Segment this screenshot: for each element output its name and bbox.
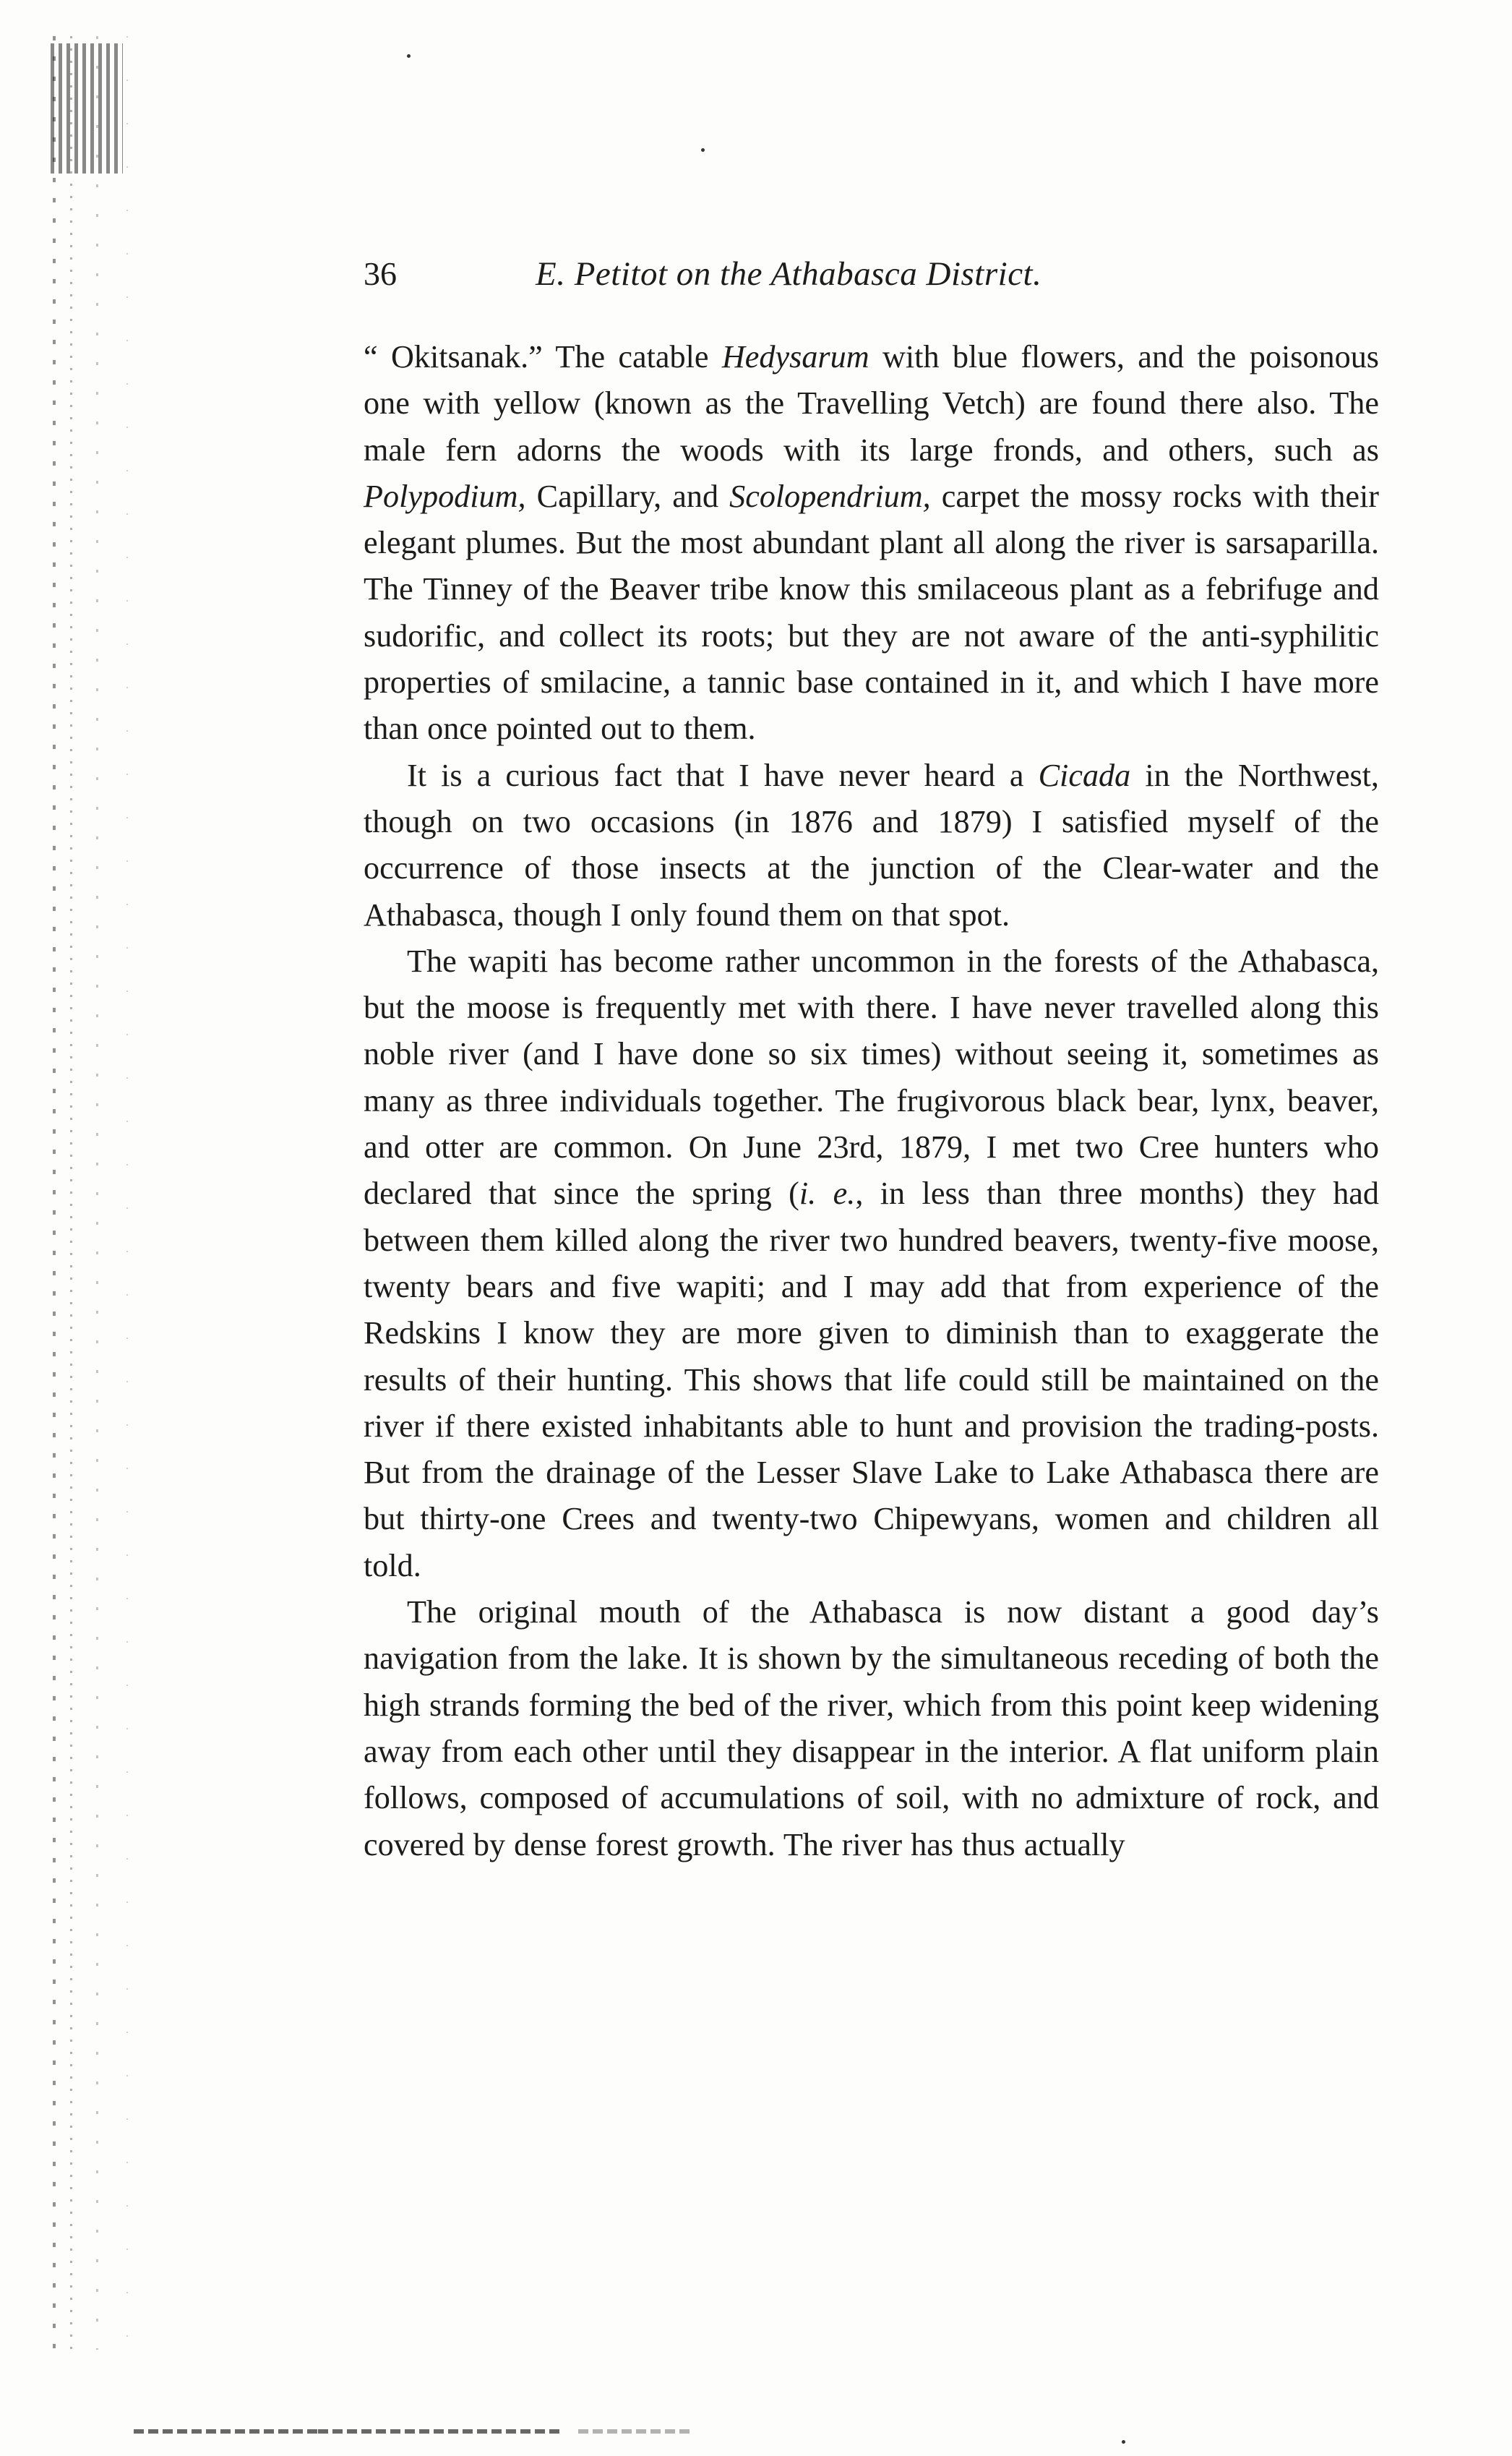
text-run: , in less than three months) they had between them killed along the river two hundred beavers, twenty-five moose, twenty bears and five wapiti; and I may add that from experience of the Redskins I know they are more given to diminish than to exaggerate the results of their hunting. This shows that life could still be maintained on the river if there existed inhabitants able to hunt and provision the trading-posts. But from the drainage of the Lesser Slave Lake to Lake Athabasca there are but thirty-one Crees and twenty-two Chipewyans, women and children all told. — [364, 1176, 1379, 1583]
text-run: The original mouth of the Athabasca is now distant a good day’s navigation from the lake. It is shown by the simultaneous receding of both the high strands forming the bed of the river, which from this point keep widening away from each other until they disappear in the interior. A flat uniform plain follows, composed of accumulations of soil, with no admixture of rock, and covered by dense forest growth. The river has thus actually — [364, 1594, 1379, 1862]
paragraph — [364, 1589, 1379, 1868]
text-run: It is a curious fact that I have never heard a — [407, 757, 1039, 793]
scan-speck — [407, 54, 411, 58]
text-run: in the Northwest, though on two occasions (in 1876 and 1879) I satisfied myself of the occurrence of those insects at the junction of the Clear-water and the Athabasca, though I only found them on that spot. — [364, 757, 1379, 933]
paragraph — [364, 753, 1379, 938]
page-header — [364, 249, 1379, 299]
scan-speck — [1122, 2440, 1125, 2444]
scan-bottom-artifact — [578, 2429, 694, 2434]
text-run: carpet the mossy rocks with their elegant plumes. But the most abundant plant all along the river is sarsaparilla. The Tinney of the Beaver tribe know this smilaceous plant as a febrifuge and sudorific, and collect its roots; but they are not aware of the anti-syphilitic properties of smilacine, a tannic base contained in it, and which I have more than once pointed out to them. — [364, 478, 1379, 747]
text-run: Capillary, and — [525, 478, 730, 514]
italic-term: Cicada — [1038, 757, 1131, 793]
paragraph — [364, 938, 1379, 1589]
body-text — [364, 334, 1379, 1868]
text-run: The wapiti has become rather uncommon in the forests of the Athabasca, but the moose is frequently met with there. I have never travelled along this noble river (and I have done so six times) without seeing it, sometimes as many as three individuals together. The frugivorous black bear, lynx, beaver, and otter are common. On June 23rd, 1879, I met two Cree hunters who declared that since the spring ( — [364, 943, 1379, 1212]
italic-term: i. e. — [799, 1176, 856, 1212]
italic-term: Hedysarum — [721, 339, 869, 375]
italic-term: Scolopendrium, — [729, 478, 931, 514]
text-run: with blue flowers, and the poisonous one with yellow (known as the Travelling Vetch) are found there also. The male fern adorns the woods with its large fronds, and others, such as — [364, 339, 1380, 468]
scan-bottom-artifact — [318, 2429, 564, 2434]
scan-gutter-artifact — [40, 36, 134, 2350]
italic-term: Polypodium, — [364, 478, 526, 514]
scan-bottom-artifact — [134, 2429, 322, 2434]
page-number: 36 — [364, 255, 397, 292]
paragraph — [364, 334, 1379, 753]
scan-gutter-artifact-top — [51, 43, 123, 174]
scan-speck — [701, 148, 705, 152]
running-title: E. Petitot on the Athabasca District. — [536, 255, 1042, 293]
text-run: “ Okitsanak.” The catable — [364, 339, 722, 375]
